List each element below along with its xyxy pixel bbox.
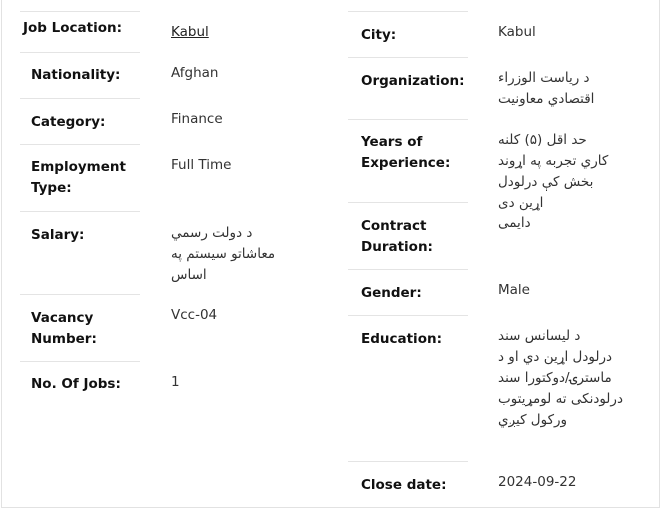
education-label: Education: [361,331,442,347]
divider [348,119,468,120]
vacancy-number-value: Vcc-04 [171,307,218,323]
employment-type-label: Employment Type: [31,159,126,196]
years-of-experience-label: Years of Experience: [361,134,451,171]
divider [348,202,468,203]
job-location-label: Job Location: [23,20,123,36]
category-label: Category: [31,114,106,130]
city-value: Kabul [498,24,536,40]
divider [20,361,140,362]
nationality-label: Nationality: [31,67,121,83]
organization-value: د ریاست الوزراء اقتصادي معاونیت [498,70,595,107]
divider [20,144,140,145]
years-of-experience-value: حد اقل (۵) کلنه کاري تجربه په اړوند بخش کې درلودل اړین دی [498,132,609,211]
job-location-link[interactable]: Kabul [171,24,209,40]
gender-label: Gender: [361,285,422,301]
close-date-label: Close date: [361,477,447,493]
organization-label: Organization: [361,73,465,89]
divider [20,52,140,53]
job-location-value[interactable] [171,22,209,43]
job-details-panel [1,0,660,508]
divider [348,57,468,58]
divider [20,211,140,212]
no-of-jobs-label: No. Of Jobs: [31,376,121,392]
divider [20,11,140,12]
close-date-value: 2024-09-22 [498,474,577,490]
divider [20,98,140,99]
contract-duration-label: Contract Duration: [361,218,433,255]
gender-value: Male [498,282,530,298]
divider [348,461,468,462]
vacancy-number-label: Vacancy Number: [31,310,97,347]
category-value: Finance [171,111,223,127]
divider [20,294,140,295]
divider [348,269,468,270]
education-value: د لیسانس سند درلودل اړین دي او د ماسترۍ/دوکتورا سند درلودنکی ته لومړیتوب ورکول کیږي [498,328,623,428]
city-label: City: [361,27,397,43]
divider [348,315,468,316]
no-of-jobs-value: 1 [171,374,180,390]
divider [348,11,468,12]
nationality-value: Afghan [171,65,219,81]
contract-duration-value: دایمی [498,215,531,231]
salary-label: Salary: [31,227,85,243]
employment-type-value: Full Time [171,157,232,173]
salary-value: د دولت رسمي معاشاتو سیستم په اساس [171,225,276,283]
